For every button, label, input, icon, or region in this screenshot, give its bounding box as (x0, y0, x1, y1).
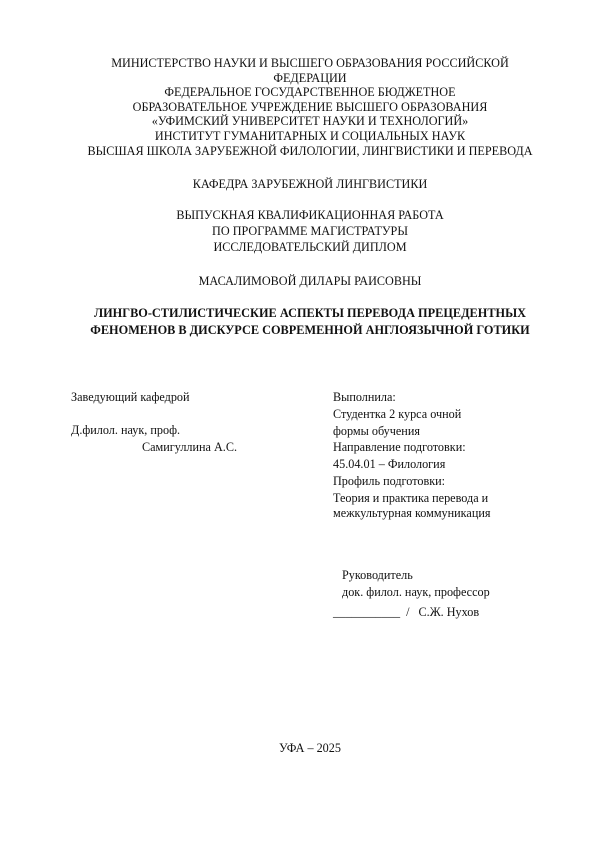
department-name: КАФЕДРА ЗАРУБЕЖНОЙ ЛИНГВИСТИКИ (192, 177, 428, 191)
work-type-line: ПО ПРОГРАММЕ МАГИСТРАТУРЫ (212, 224, 408, 238)
header-line: «УФИМСКИЙ УНИВЕРСИТЕТ НАУКИ И ТЕХНОЛОГИЙ» (151, 114, 469, 129)
thesis-title (60, 305, 560, 339)
work-type-line: ИССЛЕДОВАТЕЛЬСКИЙ ДИПЛОМ (213, 240, 407, 254)
city-year: УФА – 2025 (279, 741, 341, 755)
student-info-line: Направление подготовки: (333, 440, 466, 454)
student-label: Выполнила: (333, 390, 396, 404)
student-info-line: 45.04.01 – Филология (333, 457, 446, 471)
thesis-title-line: ЛИНГВО-СТИЛИСТИЧЕСКИЕ АСПЕКТЫ ПЕРЕВОДА ПРЕЦЕДЕНТНЫХ (93, 306, 527, 320)
head-of-department-name: Самигуллина А.С. (142, 440, 238, 454)
supervisor-name: С.Ж. Нухов (418, 605, 480, 619)
signature-separator: / (406, 605, 410, 619)
header-line: ИНСТИТУТ ГУМАНИТАРНЫХ И СОЦИАЛЬНЫХ НАУК (154, 128, 466, 143)
student-info-line: Студентка 2 курса очной (333, 407, 462, 421)
supervisor-signature (333, 605, 479, 620)
thesis-title-line: ФЕНОМЕНОВ В ДИСКУРСЕ СОВРЕМЕННОЙ АНГЛОЯЗЫЧНОЙ ГОТИКИ (90, 323, 530, 337)
student-info-line: формы обучения (333, 424, 420, 438)
work-type-line: ВЫПУСКНАЯ КВАЛИФИКАЦИОННАЯ РАБОТА (176, 208, 444, 222)
student-info-line: Профиль подготовки: (333, 474, 446, 488)
supervisor-degree: док. филол. наук, профессор (342, 585, 490, 599)
signature-line: ___________ (333, 605, 401, 619)
student-info-line: межкультурная коммуникация (333, 506, 491, 520)
student-info-line: Теория и практика перевода и (333, 491, 489, 505)
student-info (333, 407, 563, 519)
head-of-department-label: Заведующий кафедрой (71, 390, 190, 404)
supervisor-label: Руководитель (342, 568, 413, 582)
header-line: ФЕДЕРАЦИИ (273, 70, 347, 85)
head-of-department-degree: Д.филол. наук, проф. (71, 423, 181, 437)
header-line: ОБРАЗОВАТЕЛЬНОЕ УЧРЕЖДЕНИЕ ВЫСШЕГО ОБРАЗОВАНИЯ (132, 99, 488, 114)
header-line: ФЕДЕРАЛЬНОЕ ГОСУДАРСТВЕННОЕ БЮДЖЕТНОЕ (164, 85, 456, 100)
header-line: ВЫСШАЯ ШКОЛА ЗАРУБЕЖНОЙ ФИЛОЛОГИИ, ЛИНГВИСТИКИ И ПЕРЕВОДА (87, 143, 533, 158)
ministry-header (60, 56, 560, 158)
header-line: МИНИСТЕРСТВО НАУКИ И ВЫСШЕГО ОБРАЗОВАНИЯ РОССИЙСКОЙ (111, 56, 509, 70)
work-type (60, 207, 560, 255)
author-name: МАСАЛИМОВОЙ ДИЛАРЫ РАИСОВНЫ (198, 274, 422, 288)
